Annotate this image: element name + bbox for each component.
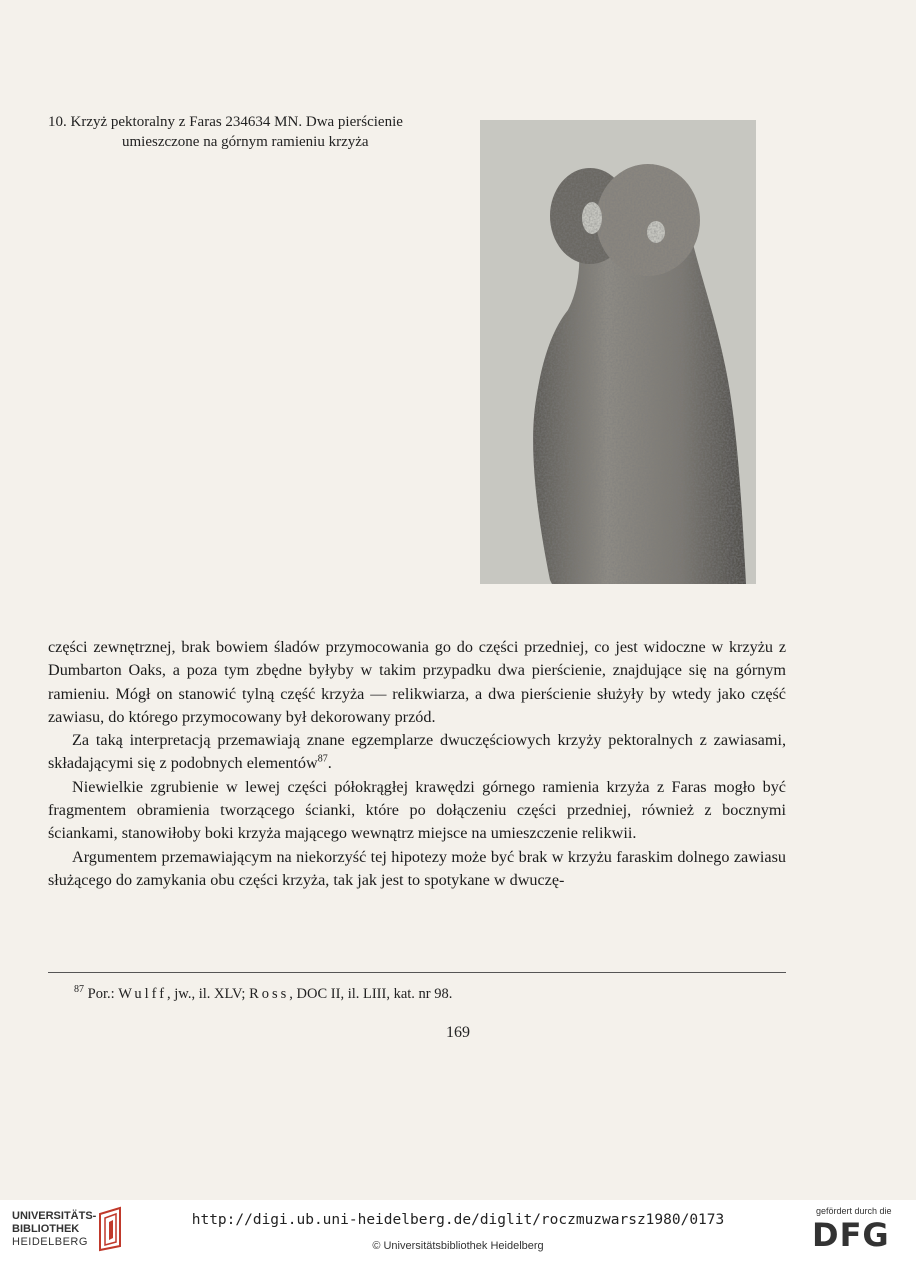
copyright-notice: © Universitätsbibliothek Heidelberg	[372, 1240, 544, 1252]
dfg-logo[interactable]: DFG	[812, 1216, 890, 1254]
footnote-number: 87	[74, 984, 84, 996]
figure-caption	[48, 112, 468, 152]
library-line-2: BIBLIOTHEK	[12, 1223, 80, 1235]
footnote-text-b: , jw., il. XLV;	[167, 986, 250, 1002]
caption-line-1: 10. Krzyż pektoralny z Faras 234634 MN. Dwa pierścienie	[48, 114, 403, 130]
paragraph-4: Argumentem przemawiającym na niekorzyść tej hipotezy może być brak w krzyżu faraskim dolnego zawiasu służącego do zamykania obu części krzyża, tak jak jest to spotykane w dwuczę-	[48, 847, 786, 889]
footnote-text-a: Por.:	[87, 986, 119, 1002]
funding-label: gefördert durch die	[816, 1206, 892, 1216]
library-line-3: HEIDELBERG	[12, 1236, 88, 1248]
paragraph-2	[48, 729, 786, 776]
paragraph-2-text: Za taką interpretacją przemawiają znane egzemplarze dwuczęściowych krzyży pektoralnych z zawiasami, składającymi się z podobnych elementów	[48, 731, 786, 773]
footnote-text-c: , DOC II, il. LIII, kat. nr 98.	[289, 986, 453, 1002]
paragraph-2-end: .	[327, 754, 332, 773]
footnote-author-1: Wulff	[118, 986, 168, 1002]
library-line-1: UNIVERSITÄTS-	[12, 1210, 97, 1222]
page-number: 169	[446, 1024, 470, 1041]
footnote	[74, 986, 452, 1003]
paragraph-3: Niewielkie zgrubienie w lewej części półokrągłej krawędzi górnego ramienia krzyża z Faras mogło być fragmentem obramienia tworzącego ścianki, które po dołączeniu części przedniej, również z bocznymi ściankami, stanowiłoby boki krzyża mającego wewnątrz miejsce na umieszczenie relikwii.	[48, 777, 786, 843]
footnote-ref-87: 87	[317, 754, 328, 766]
main-text	[48, 636, 786, 892]
pectoral-cross-photo	[480, 120, 756, 584]
footer-bar	[0, 1200, 916, 1262]
caption-line-2: umieszczone na górnym ramieniu krzyża	[122, 134, 369, 150]
footnote-divider	[48, 972, 786, 973]
permalink-url[interactable]: http://digi.ub.uni-heidelberg.de/diglit/roczmuzwarsz1980/0173	[191, 1212, 725, 1228]
footnote-author-2: Ross	[249, 986, 290, 1002]
paragraph-1: części zewnętrznej, brak bowiem śladów przymocowania go do części przedniej, co jest widoczne w krzyżu z Dumbarton Oaks, a poza tym zbędne byłyby w takim przypadku dwa pierścienie, znajdujące się na górnym ramieniu. Mógł on stanowić tylną część krzyża — relikwiarza, a dwa pierścienie służyły by wtedy jako część zawiasu, do którego przymocowany był dekorowany przód.	[48, 638, 786, 726]
